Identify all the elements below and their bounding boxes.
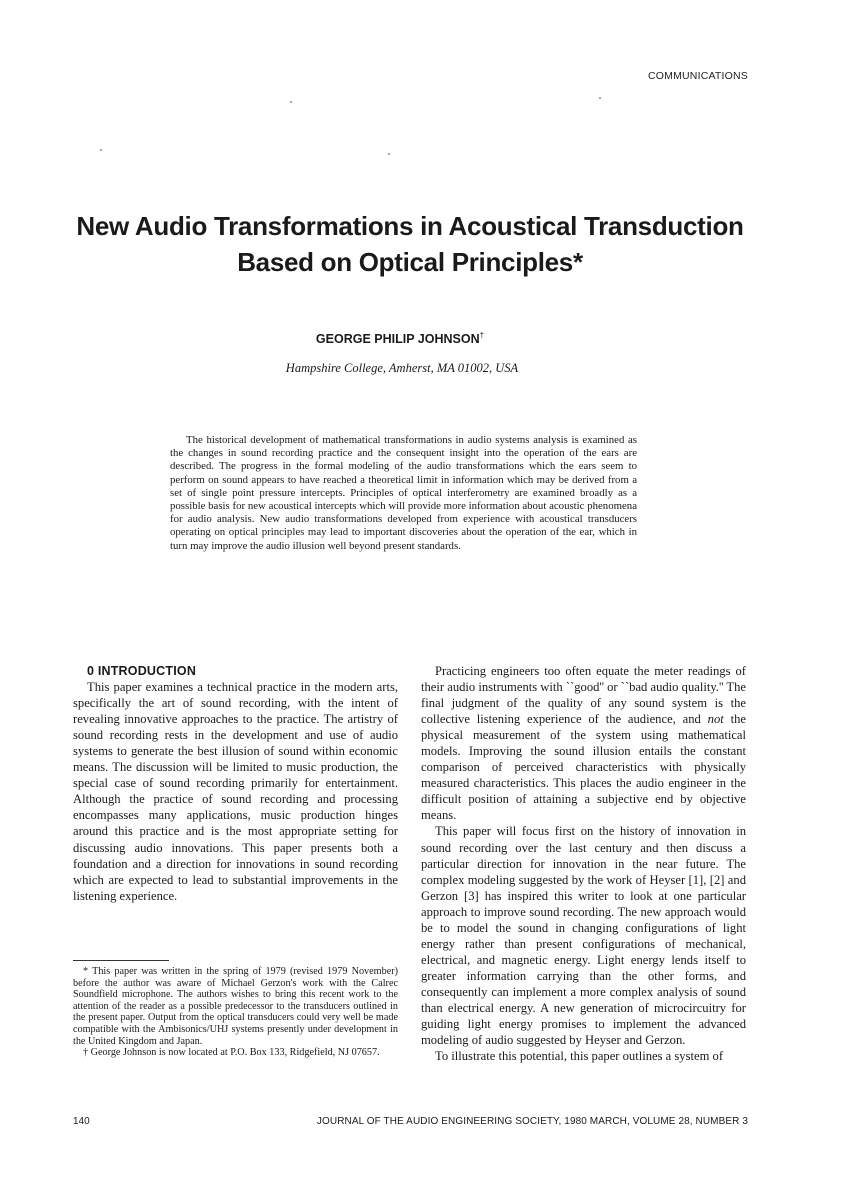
author-name [200, 331, 600, 346]
paper-title [60, 208, 760, 280]
author-name-text: GEORGE PHILIP JOHNSON [315, 332, 480, 347]
scan-speck [388, 153, 390, 155]
title-line-1: New Audio Transformations in Acoustical Transduction [76, 211, 744, 241]
right-column [421, 663, 746, 1064]
section-heading: 0 INTRODUCTION [87, 664, 197, 678]
page-number: 140 [73, 1116, 90, 1127]
right-paragraph-2: This paper will focus first on the history of innovation in sound recording over the last century and then discuss a particular direction for innovation in the near future. The complex modeling suggested by the work of Heyser [1], [2] and Gerzon [3] has inspired this writer to look at one particular approach to improve sound recording. The new approach would be to model the sound in changing configurations of light energy rather than present configurations of mechanical, electrical, and magnetic energy. Light energy lends itself to greater information carrying than the other forms, and consequently can implement a more complex analysis of sound than electrical energy. A new generation of microcircuitry for guiding light energy promises to implement the advanced modeling of audio suggested by Heyser and Gerzon. [421, 824, 746, 1048]
right-paragraph-3: To illustrate this potential, this paper outlines a system of [435, 1049, 724, 1064]
right-paragraph-1 [421, 663, 746, 823]
left-column [73, 663, 398, 904]
running-head: COMMUNICATIONS [647, 70, 748, 82]
footnotes [73, 966, 398, 1059]
footnote-2: † George Johnson is now located at P.O. Box 133, Ridgefield, NJ 07657. [83, 1047, 380, 1059]
footnote-1: * This paper was written in the spring of 1979 (revised 1979 November) before the author was aware of Michael Gerzon's work with the Calrec Soundfield microphone. The authors wishes to bring this recent work to the attention of the reader as a possible predecessor to the transducers outlined in the present paper. Output from the optical transducers could very well be made compatible with the Ambisonics/UHJ systems presently under development in the United Kingdom and Japan. [73, 966, 398, 1047]
scan-speck [290, 101, 292, 103]
scan-speck [100, 149, 102, 151]
abstract: The historical development of mathematical transformations in audio systems analysis is examined as the changes in sound recording practice and the consequent insight into the operation of the ears are described. The progress in the formal modeling of the audio transformations which the ears seem to perform on sound appears to have reached a theoretical limit in information which may be derived from a set of single point pressure intercepts. Principles of optical interferometry are examined broadly as a possible basis for new acoustical intercepts which will provide more information about acoustic phenomena for audio analysis. New audio transformations developed from experience with acoustical transducers operating on optical principles may lead to important discoveries about the operation of the ear, which in turn may improve the audio illusion well beyond present standards. [170, 434, 637, 552]
right-paragraph-1-part-b: the physical measurement of the system using mathematical models. Improving the sound illusion entails the constant comparison of perceived characteristics with physically measured characteristics. This places the audio engineer in the difficult position of attaining a subjective end by objective means. [421, 712, 746, 823]
author-affiliation: Hampshire College, Amherst, MA 01002, USA [285, 361, 519, 375]
journal-footer: JOURNAL OF THE AUDIO ENGINEERING SOCIETY, 1980 MARCH, VOLUME 28, NUMBER 3 [316, 1116, 748, 1127]
scan-speck [599, 97, 601, 99]
footnote-rule [73, 960, 169, 961]
author-footnote-mark: † [479, 331, 485, 340]
right-paragraph-1-emphasis: not [707, 712, 724, 727]
intro-paragraph: This paper examines a technical practice in the modern arts, specifically the art of sound recording, with the intent of revealing innovative approaches to the practice. The artistry of sound recording rests in the development and use of audio systems to generate the best illusion of sound within economic means. The discussion will be limited to music production, the special case of sound recording primarily for entertainment. Although the practice of sound recording and processing encompasses many applications, music production hinges around this practice and is the most appropriate setting for discussing audio innovations. This paper presents both a foundation and a direction for innovations in sound recording which are expected to lead to substantial improvements in the listening experience. [73, 680, 398, 903]
right-paragraph-1-part-a: Practicing engineers too often equate the meter readings of their audio instruments with ``good'' or ``bad audio quality.'' The final judgment of the quality of any sound system is the collective listening experience of the audience, and [421, 664, 746, 727]
title-line-2: Based on Optical Principles* [237, 247, 583, 277]
